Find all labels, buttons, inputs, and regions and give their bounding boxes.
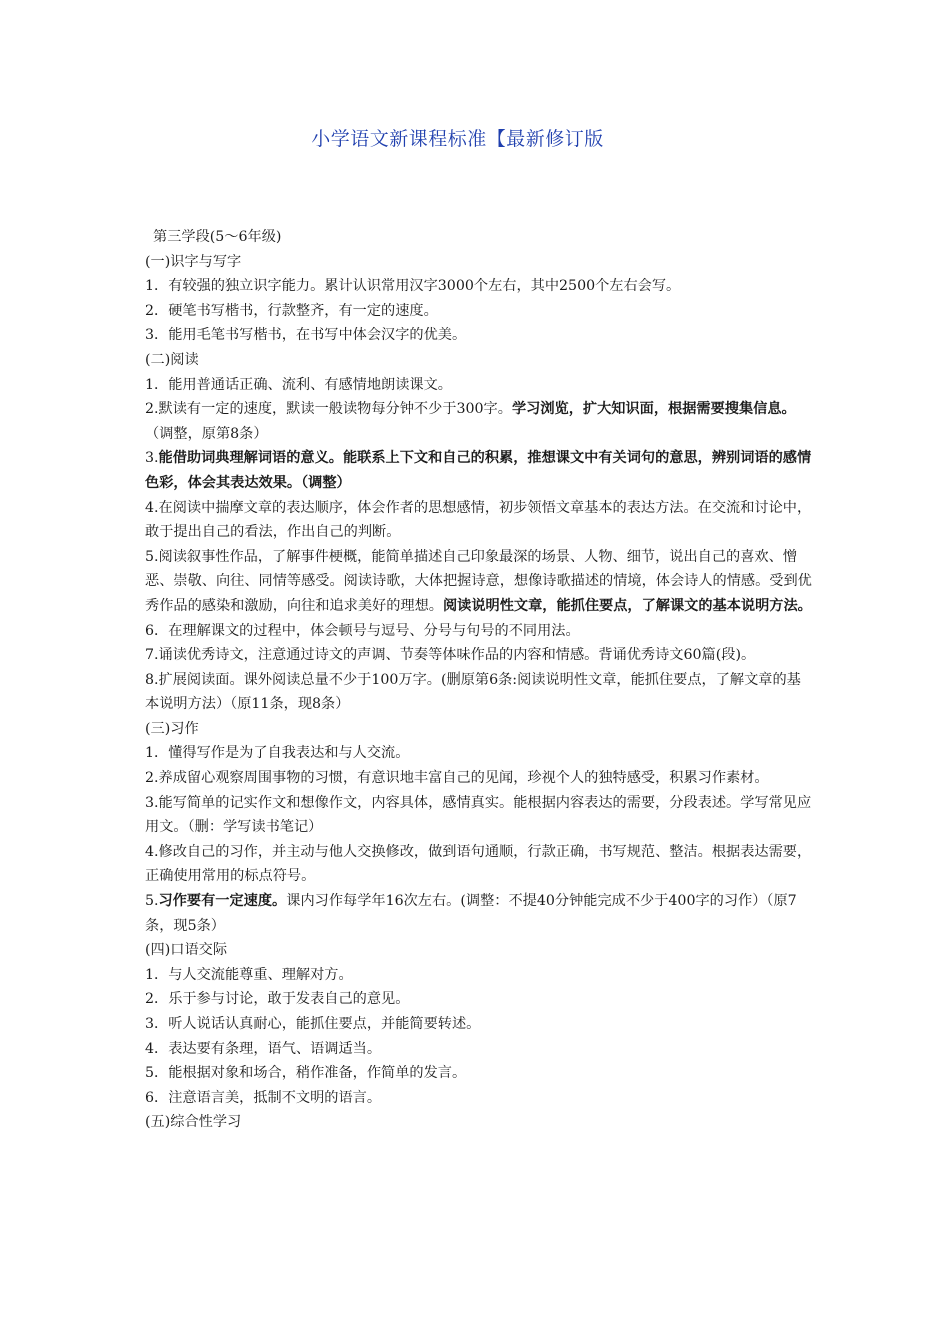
text-segment: 5. xyxy=(145,893,159,910)
paragraph-line xyxy=(145,963,815,988)
document-body xyxy=(145,225,815,1135)
text-segment: 1．与人交流能尊重、理解对方。 xyxy=(145,966,353,983)
paragraph-line xyxy=(145,397,815,446)
text-segment: (五)综合性学习 xyxy=(145,1114,242,1131)
text-segment: 1．能用普通话正确、流利、有感情地朗读课文。 xyxy=(145,376,452,393)
text-segment: 5．能根据对象和场合，稍作准备，作简单的发言。 xyxy=(145,1065,467,1082)
document-title: 小学语文新课程标准【最新修订版 xyxy=(311,128,604,150)
text-segment: （调整，原第8条） xyxy=(145,425,268,442)
text-segment: 2.默读有一定的速度，默读一般读物每分钟不少于300字。 xyxy=(145,401,512,418)
paragraph-line xyxy=(145,791,815,840)
bold-text: 能借助词典理解词语的意义。能联系上下文和自己的积累，推想课文中有关词句的意思，辨别词语的感情色彩，体会其表达效果。（调整） xyxy=(145,450,812,491)
text-segment: 8.扩展阅读面。课外阅读总量不少于100万字。(删原第6条:阅读说明性文章，能抓住要点，了解文章的基本说明方法）（原11条，现8条） xyxy=(145,671,801,713)
stage-heading: 第三学段(5～6年级) xyxy=(153,229,282,245)
text-segment: 3．能用毛笔书写楷书，在书写中体会汉字的优美。 xyxy=(145,327,467,344)
paragraph-line xyxy=(145,1061,815,1086)
paragraph-line xyxy=(145,741,815,766)
paragraph-line xyxy=(145,987,815,1012)
text-segment: 2.养成留心观察周围事物的习惯，有意识地丰富自己的见闻，珍视个人的独特感受，积累习作素材。 xyxy=(145,770,769,787)
paragraph-line xyxy=(145,1110,815,1135)
paragraph-line xyxy=(145,766,815,791)
paragraph-line xyxy=(145,446,815,495)
text-segment: 1．有较强的独立识字能力。累计认识常用汉字3000个左右，其中2500个左右会写。 xyxy=(145,278,681,295)
text-segment: 3．听人说话认真耐心，能抓住要点，并能简要转述。 xyxy=(145,1016,481,1032)
paragraph-line xyxy=(145,1037,815,1062)
text-segment: 课内习作每学年16次左右。(调整：不提40分钟能完成不少于400字的习作）（原7条，现5条） xyxy=(145,893,797,934)
text-segment: 3. xyxy=(145,450,159,467)
paragraph-line xyxy=(145,299,815,324)
paragraph-line xyxy=(145,496,815,545)
paragraph-line xyxy=(145,274,815,299)
text-segment: 5.阅读叙事性作品，了解事件梗概，能简单描述自己印象最深的场景、人物、细节，说出自己的喜欢、憎恶、崇敬、向往、同情等感受。阅读诗歌，大体把握诗意，想像诗歌描述的情境，体会诗人的情感。受到优秀作品的感染和激励，向往和追求美好的理想。 xyxy=(145,548,812,614)
text-segment: (三)习作 xyxy=(145,720,199,737)
bold-text: 习作要有一定速度。 xyxy=(158,893,287,910)
paragraph-line xyxy=(145,250,815,275)
paragraph-line xyxy=(145,840,815,889)
text-segment: (四)口语交际 xyxy=(145,942,228,959)
bold-text: 阅读说明性文章，能抓住要点，了解课文的基本说明方法。 xyxy=(442,597,812,614)
paragraph-line xyxy=(145,348,815,373)
text-segment: 4.修改自己的习作，并主动与他人交换修改，做到语句通顺，行款正确，书写规范、整洁。根据表达需要，正确使用常用的标点符号。 xyxy=(145,843,812,885)
text-segment: 4.在阅读中揣摩文章的表达顺序，体会作者的思想感情，初步领悟文章基本的表达方法。在交流和讨论中，敢于提出自己的看法，作出自己的判断。 xyxy=(145,499,812,541)
bold-text: 学习浏览，扩大知识面，根据需要搜集信息。 xyxy=(511,401,796,418)
paragraph-line xyxy=(145,323,815,348)
paragraph-line xyxy=(145,643,815,668)
paragraph-line xyxy=(145,619,815,644)
paragraph-line xyxy=(145,1012,815,1037)
paragraph-line xyxy=(145,938,815,963)
paragraph-line xyxy=(145,668,815,717)
text-segment: (二)阅读 xyxy=(145,351,199,368)
paragraph-line xyxy=(145,545,815,619)
text-segment: (一)识字与写字 xyxy=(145,253,242,270)
text-segment: 3.能写简单的记实作文和想像作文，内容具体，感情真实。能根据内容表达的需要，分段表述。学写常见应用文。（删：学写读书笔记） xyxy=(145,794,812,836)
text-segment: 1．懂得写作是为了自我表达和与人交流。 xyxy=(145,745,410,762)
text-segment: 2．乐于参与讨论，敢于发表自己的意见。 xyxy=(145,991,410,1008)
text-segment: 6．在理解课文的过程中，体会顿号与逗号、分号与句号的不同用法。 xyxy=(145,622,580,639)
text-segment: 2．硬笔书写楷书，行款整齐，有一定的速度。 xyxy=(145,302,438,319)
paragraph-line xyxy=(145,889,815,938)
text-segment: 6．注意语言美，抵制不文明的语言。 xyxy=(145,1089,382,1106)
text-segment: 4．表达要有条理，语气、语调适当。 xyxy=(145,1040,382,1057)
paragraph-line xyxy=(145,1086,815,1111)
text-segment: 7.诵读优秀诗文，注意通过诗文的声调、节奏等体味作品的内容和情感。背诵优秀诗文60篇(段)。 xyxy=(145,647,756,664)
paragraph-line xyxy=(145,373,815,398)
paragraph-line xyxy=(145,717,815,742)
